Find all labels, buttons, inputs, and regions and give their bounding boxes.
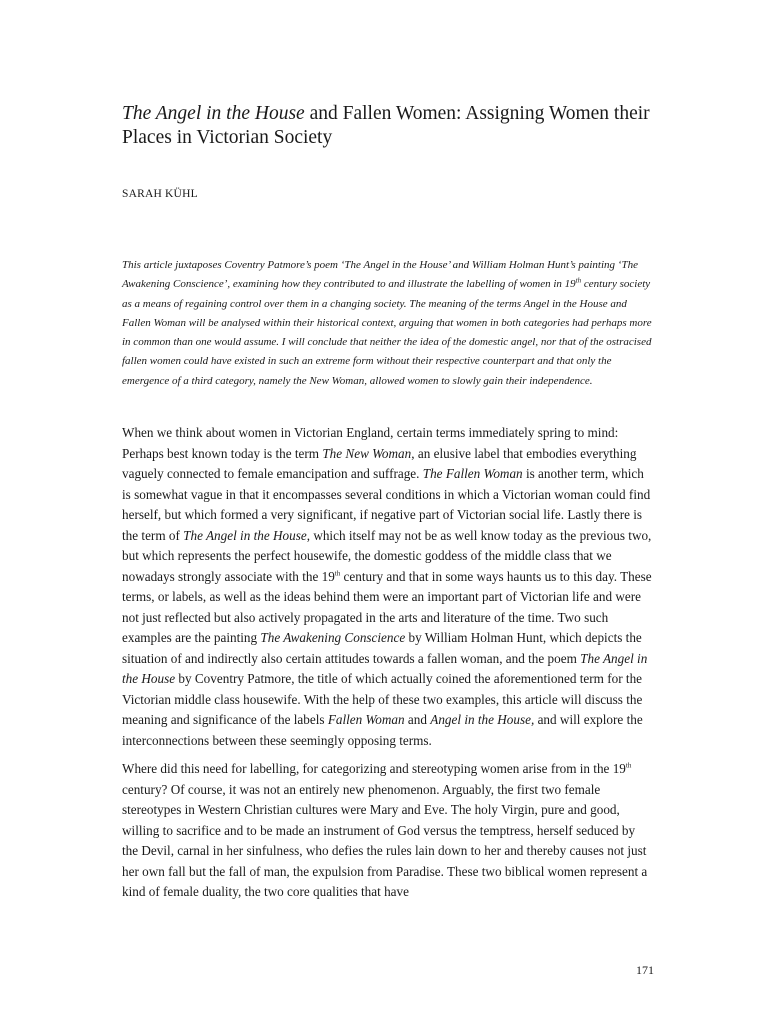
article-title	[122, 102, 654, 150]
body-paragraph-1: When we think about women in Victorian England, certain terms immediately spring to mind: Perhaps best known today is the term The New Woman, an elusive label that embodies everything vaguely connected to female emancipation and suffrage. The Fallen Woman is another term, which is somewhat vague in that it encompasses several conditions in which a Victorian woman could find herself, but which formed a very significant, if negative part of Victorian social life. Lastly there is the term of The Angel in the House, which itself may not be as well know today as the previous two, but which represents the perfect housewife, the domestic goddess of the middle class that we nowadays strongly associate with the 19th century and that in some ways haunts us to this day. These terms, or labels, as well as the ideas behind them were an important part of Victorian life and were not just reflected but also actively propagated in the arts and literature of the time. Two such examples are the painting The Awakening Conscience by William Holman Hunt, which depicts the situation of and indirectly also certain attitudes towards a fallen woman, and the poem The Angel in the House by Coventry Patmore, the title of which actually coined the aforementioned term for the Victorian middle class housewife. With the help of these two examples, this article will discuss the meaning and significance of the labels Fallen Woman and Angel in the House, and will explore the interconnections between these seemingly opposing terms.	[122, 425, 652, 748]
author-name: SARAH KÜHL	[122, 188, 198, 200]
abstract: This article juxtaposes Coventry Patmore’s poem ‘The Angel in the House’ and William Holman Hunt’s painting ‘The Awakening Conscience’, examining how they contributed to and illustrate the labelling of women in 19th century society as a means of regaining control over them in a changing society. The meaning of the terms Angel in the House and Fallen Woman will be analysed within their historical context, arguing that women in both categories had perhaps more in common than one would assume. I will conclude that neither the idea of the domestic angel, nor that of the ostracised fallen women could have existed in such an extreme form without their respective counterpart and that only the emergence of a third category, namely the New Woman, allowed women to slowly gain their independence.	[122, 259, 652, 387]
body-paragraph-2: Where did this need for labelling, for categorizing and stereotyping women arise from in the 19th century? Of course, it was not an entirely new phenomenon. Arguably, the first two female stereotypes in Western Christian cultures were Mary and Eve. The holy Virgin, pure and good, willing to sacrifice and to be made an instrument of God versus the temptress, herself seduced by the Devil, carnal in her sinfulness, who defies the rules lain down to her and thereby causes not just her own fall but the fall of man, the expulsion from Paradise. These two biblical women represent a kind of female duality, the two core qualities that have	[122, 761, 648, 900]
page-number: 171	[636, 963, 654, 977]
title-italic-part: The Angel in the House	[122, 103, 305, 124]
article-page	[122, 102, 654, 911]
title-rest: and Fallen Women: Assigning Women their Places in Victorian Society	[122, 103, 650, 148]
